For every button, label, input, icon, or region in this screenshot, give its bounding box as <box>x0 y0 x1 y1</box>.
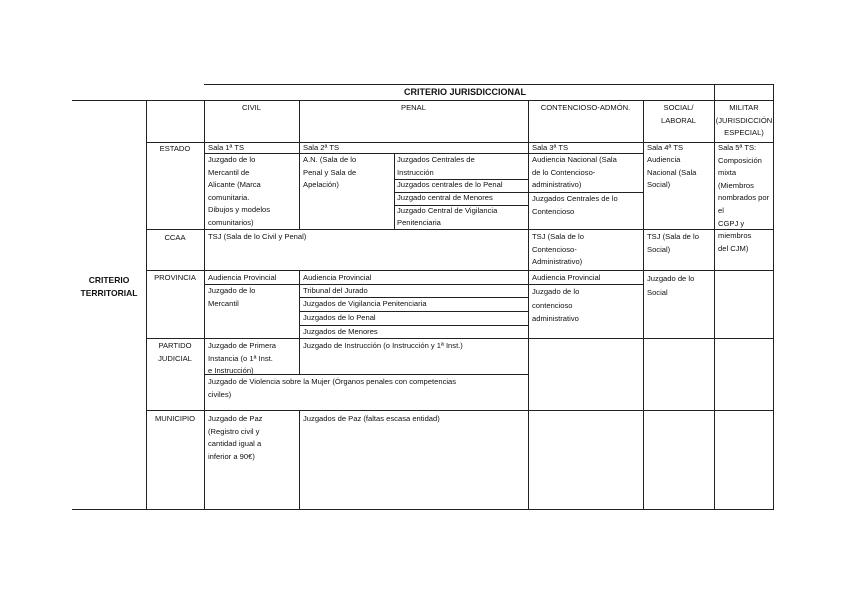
estado-penal-sala: Sala 2ª TS <box>303 143 340 152</box>
estado-penal-jcv: Juzgado Central de Vigilancia Penitenciaria <box>397 206 498 227</box>
ccaa-social: TSJ (Sala de lo Social) <box>647 232 699 254</box>
estado-militar: Sala 5ª TS: Composición mixta (Miembros nombrados por el CGPJ y miembros del CJM) <box>718 143 770 253</box>
rule-v-territorial <box>146 100 147 510</box>
ccaa-civil-penal: TSJ (Sala de lo Civil y Penal) <box>208 232 307 241</box>
rule-provincia-top <box>146 270 774 271</box>
estado-penal-jcp: Juzgados centrales de lo Penal <box>397 180 503 189</box>
estado-contencioso-sala: Sala 3ª TS <box>532 143 569 152</box>
prov-social: Juzgado de lo Social <box>647 274 695 297</box>
rule-header-top <box>72 100 774 101</box>
estado-civil-juzgado: Juzgado de lo Mercantil de Alicante (Marca comunitaria. Dibujos y modelos comunitarios) <box>208 155 271 227</box>
rule-v-social <box>643 100 644 510</box>
col-contencioso: CONTENCIOSO-ADMÓN. <box>540 103 631 112</box>
rule-v-civil <box>204 100 205 510</box>
prov-contencioso-audiencia: Audiencia Provincial <box>532 273 601 282</box>
estado-penal-an: A.N. (Sala de lo Penal y Sala de Apelación) <box>303 155 357 190</box>
col-civil: CIVIL <box>242 103 261 112</box>
col-militar: MILITAR (JURISDICCIÓN ESPECIAL) <box>715 103 773 138</box>
ccaa-contencioso: TSJ (Sala de lo Contencioso- Administrativo) <box>532 232 584 267</box>
row-estado: ESTADO <box>159 144 191 153</box>
rule-v-penal-mun <box>299 410 300 510</box>
prov-penal-menores: Juzgados de Menores <box>303 327 378 336</box>
col-social: SOCIAL/ LABORAL <box>660 103 697 125</box>
municipio-penal: Juzgados de Paz (faltas escasa entidad) <box>303 414 440 423</box>
rule-municipio-top <box>146 410 774 411</box>
row-partido: PARTIDO JUDICIAL <box>158 341 192 363</box>
prov-penal-audiencia: Audiencia Provincial <box>303 273 372 282</box>
territorial-title: CRITERIO TERRITORIAL <box>80 275 138 298</box>
estado-contencioso-an: Audiencia Nacional (Sala de lo Contencioso- administrativo) <box>532 155 617 190</box>
prov-penal-vigilancia: Juzgados de Vigilancia Penitenciaria <box>303 299 427 308</box>
rule-v-contencioso <box>528 100 529 510</box>
row-provincia: PROVINCIA <box>154 273 196 282</box>
rule-top-title <box>204 84 774 85</box>
prov-civil-mercantil: Juzgado de lo Mercantil <box>208 286 256 308</box>
partido-civil: Juzgado de Primera Instancia (o 1ª Inst. e Instrucción) <box>208 341 276 376</box>
estado-social-an: Audiencia Nacional (Sala Social) <box>647 155 697 190</box>
prov-penal-penal: Juzgados de lo Penal <box>303 313 376 322</box>
rule-v-penal-lower <box>299 270 300 374</box>
rule-v-militar <box>714 84 715 510</box>
col-penal: PENAL <box>401 103 426 112</box>
prov-contencioso-juzgado: Juzgado de lo contencioso administrativo <box>532 287 580 323</box>
row-municipio: MUNICIPIO <box>154 414 196 423</box>
partido-penal: Juzgado de Instrucción (o Instrucción y 1ª Inst.) <box>303 341 463 350</box>
rule-table-bottom <box>72 509 774 510</box>
estado-penal-jci: Juzgados Centrales de Instrucción <box>397 155 475 177</box>
estado-penal-jcm: Juzgado central de Menores <box>397 193 493 202</box>
rule-v-penal-sub <box>394 153 395 230</box>
rule-v-penal <box>299 100 300 230</box>
estado-social-sala: Sala 4ª TS <box>647 143 684 152</box>
prov-penal-jurado: Tribunal del Jurado <box>303 286 368 295</box>
municipio-civil: Juzgado de Paz (Registro civil y cantidad igual a inferior a 90€) <box>208 414 263 461</box>
main-title: CRITERIO JURISDICCIONAL <box>403 87 526 97</box>
row-ccaa: CCAA <box>164 233 186 242</box>
estado-civil-sala: Sala 1ª TS <box>208 143 245 152</box>
partido-violencia: Juzgado de Violencia sobre la Mujer (Órganos penales con competencias civiles) <box>208 377 457 399</box>
estado-contencioso-jcentrales: Juzgados Centrales de lo Contencioso <box>532 194 618 216</box>
prov-civil-audiencia: Audiencia Provincial <box>208 273 277 282</box>
